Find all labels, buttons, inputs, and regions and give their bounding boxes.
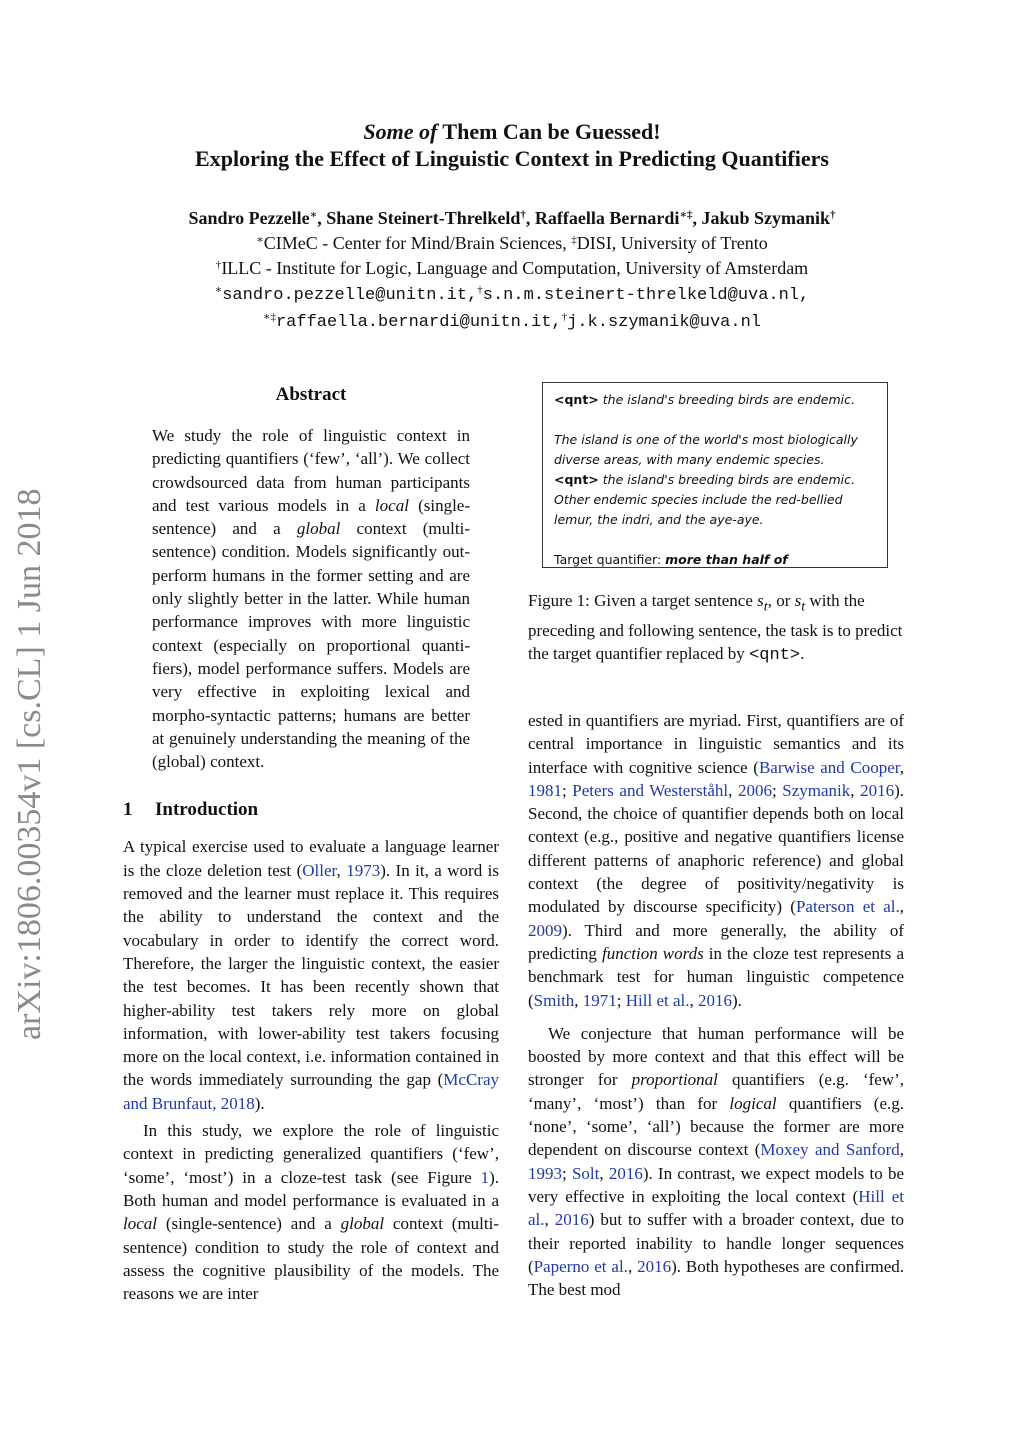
fig-context-1: The island is one of the world's most biologically: [554, 432, 858, 447]
paper-title: [0, 118, 1024, 172]
author-block: [0, 206, 1024, 335]
figure-ref[interactable]: 1: [480, 1167, 490, 1187]
intro-paragraph-1: [123, 835, 499, 1115]
fig-context-5: lemur, the indri, and the aye-aye.: [554, 512, 764, 527]
author-4: Jakub Szymanik: [701, 208, 831, 228]
intro-p1-c: ).: [254, 1093, 265, 1113]
caption-d: .: [800, 643, 805, 663]
caption-c: with the preceding and following sentence, the task is to predict the target quantifier replaced by: [528, 591, 903, 663]
abstract-local: local: [374, 495, 409, 515]
cite-solt-year[interactable]: 2016: [608, 1163, 643, 1183]
figure-1-box: [542, 382, 888, 568]
left-column: [123, 382, 499, 1305]
email4-mark: †: [561, 311, 568, 323]
fig-target-label: Target quantifier:: [554, 552, 666, 567]
author-3-mark: ∗‡: [679, 209, 693, 221]
fig-target-value: more than half of: [665, 552, 788, 567]
cite-smith-year[interactable]: 1971: [582, 990, 617, 1010]
author-2: Shane Steinert-Threlkeld: [326, 208, 521, 228]
cite-mccray[interactable]: McCray and Brunfaut, 2018: [123, 1070, 499, 1113]
cite-solt[interactable]: Solt: [571, 1163, 600, 1183]
cite-peters-year[interactable]: 2006: [737, 780, 772, 800]
cite-paterson[interactable]: Paterson et al.: [795, 897, 900, 917]
email-4[interactable]: j.k.szymanik@uva.nl: [567, 313, 761, 332]
figure-1-caption: [528, 589, 904, 667]
email2-mark: †: [477, 284, 483, 296]
cite-paperno-year[interactable]: 2016: [637, 1256, 672, 1276]
abstract-t3: context (multi-sentence) condition. Models significantly out-perform humans in the former setting and are only slightly better in the latter. While human performance improves with more linguistic context (especially on proportional quantifiers), model performance suffers. Models are very effective in exploiting lexical and morpho-syntactic patterns; humans are better at genuinely understanding the meaning of the (global) context.: [152, 519, 470, 772]
caption-t1: t: [763, 598, 768, 615]
cite-paterson-year[interactable]: 2009: [528, 920, 562, 940]
aff1-mark: ∗: [256, 234, 264, 246]
fig-context-3: [554, 470, 876, 490]
intro-paragraph-2: [123, 1119, 499, 1305]
affiliation-1: [0, 231, 1024, 256]
fig-context-3-text: the island's breeding birds are endemic.: [598, 472, 855, 487]
fig-line-1: the island's breeding birds are endemic.: [598, 392, 855, 407]
intro-p2-c: (single-sentence) and a: [157, 1214, 341, 1234]
r-p2-f: ). Both hypotheses are confirmed. The best mod: [528, 1256, 904, 1300]
cite-oller-year[interactable]: 1973: [346, 860, 381, 880]
title-italic: Some of: [363, 119, 438, 144]
fig-target-sentence: [554, 390, 876, 410]
aff1-text-a: CIMeC - Center for Mind/Brain Sciences,: [263, 233, 572, 253]
aff1-text-b: DISI, University of Trento: [576, 233, 768, 253]
email-1[interactable]: sandro.pezzelle@unitn.it,: [222, 286, 478, 305]
email1-mark: ∗: [214, 284, 223, 296]
fig-context-2: diverse areas, with many endemic species.: [554, 452, 825, 467]
r-p2-a: We conjecture that human performance will be boosted by more context and that this effect will be stronger for: [528, 1023, 904, 1090]
intro-p1-sep: ,: [336, 860, 347, 880]
aff2-text: ILLC - Institute for Logic, Language and Computation, University of Amsterdam: [221, 258, 809, 278]
r-p2-d: ). In contrast, we expect models to be very effective in exploiting the local context (: [528, 1163, 904, 1206]
fig-qnt-1: <qnt>: [554, 392, 599, 407]
fig-target-quantifier: [554, 550, 876, 570]
title-line2: Exploring the Effect of Linguistic Context in Predicting Quantifiers: [195, 146, 829, 171]
cite-hill-year[interactable]: 2016: [698, 990, 733, 1010]
email-2[interactable]: s.n.m.steinert-threlkeld@uva.nl,: [482, 286, 810, 305]
right-paragraph-2: We conjecture that human performance will be boosted by more context and that this effect will be stronger for proportional quantifiers (e.g. ‘few’, ‘many’, ‘most’) than for logical quantifiers (e.g. ‘none’, ‘some’, ‘all’) because the former are more dependent on discourse context (Moxey and Sanford, 1993; Solt, 2016). In contrast, we expect models to be very effective in exploiting the local context (Hill et al., 2016) but to suffer with a broader context, due to their reported inability to handle longer sequences (Paperno et al., 2016). Both hypotheses are confirmed. The best mod: [528, 1023, 905, 1300]
caption-a: Figure 1: Given a target sentence: [528, 591, 758, 610]
abstract-t2: (single-sentence) and a: [152, 495, 470, 539]
abstract-global: global: [296, 519, 341, 539]
intro-p2-local: local: [123, 1214, 157, 1234]
r-p1-a: ested in quantifiers are myriad. First, quantifiers are of central importance in linguistic semantics and its interface with cognitive science (: [528, 711, 904, 777]
arxiv-stamp: arXiv:1806.00354v1 [cs.CL] 1 Jun 2018: [11, 488, 48, 1040]
cite-moxey-year[interactable]: 1993: [528, 1163, 562, 1183]
right-paragraph-1: ested in quantifiers are myriad. First, quantifiers are of central importance in linguistic semantics and its interface with cognitive science (Barwise and Cooper, 1981; Peters and Westerståhl, 2006; Szymanik, 2016). Second, the choice of quantifier depends both on local context (e.g., positive and negative quantifiers license different patterns of anaphoric reference) and global context (the degree of positivity/negativity is modulated by discourse specificity) (Paterson et al., 2009). Third and more generally, the ability of predicting function words in the cloze test represents a benchmark test for human linguistic competence (Smith, 1971; Hill et al., 2016).: [528, 711, 904, 1010]
r-p1-c: ). Third and more generally, the ability of predicting: [528, 920, 904, 963]
author-1: Sandro Pezzelle: [188, 208, 310, 228]
emails-line-1: [0, 281, 1024, 308]
r-p1-b: ). Second, the choice of quantifier depends both on local context (e.g., positive and negative quantifiers license different patterns of anaphoric reference) and global context (the degree of positivity/negativity is modulated by discourse specificity) (: [528, 780, 904, 917]
caption-b: , or: [767, 591, 795, 610]
author-4-mark: †: [830, 209, 836, 221]
email3-mark: ∗‡: [263, 311, 276, 323]
email-3[interactable]: raffaella.bernardi@unitn.it,: [275, 313, 562, 332]
r-p1-e: ).: [732, 990, 742, 1010]
author-2-mark: †: [520, 209, 526, 221]
author-names: Sandro Pezzelle∗, Shane Steinert-Threlkeld†, Raffaella Bernardi∗‡, Jakub Szymanik†: [188, 208, 836, 228]
cite-paperno[interactable]: Paperno et al.: [533, 1256, 628, 1276]
abstract-section: [123, 382, 499, 773]
fig-context-4: Other endemic species include the red-bellied: [554, 492, 843, 507]
intro-p2-a: In this study, we explore the role of linguistic context in predicting generalized quantifiers (‘few’, ‘some’, ‘most’) in a cloze-test task (see Figure: [123, 1121, 499, 1187]
abstract-text: [152, 424, 470, 773]
caption-t2: t: [801, 598, 806, 615]
cite-hill-2-year[interactable]: 2016: [554, 1210, 589, 1230]
r-p2-c: quantifiers (e.g. ‘none’, ‘some’, ‘all’) because the former are more dependent on discourse context (: [528, 1093, 904, 1160]
caption-s1: s: [757, 591, 764, 610]
cite-moxey[interactable]: Moxey and Sanford: [760, 1140, 900, 1160]
intro-p2-global: global: [340, 1214, 385, 1234]
cite-peters[interactable]: Peters and Westerståhl: [572, 780, 729, 800]
abstract-heading: Abstract: [275, 384, 347, 405]
r-proportional: proportional: [631, 1070, 718, 1090]
fig-qnt-2: <qnt>: [554, 472, 599, 487]
intro-p2-b: ). Both human and model performance is evaluated in a: [123, 1167, 499, 1210]
intro-heading: [123, 797, 499, 823]
affiliation-2: [0, 256, 1024, 281]
aff1-mark2: ‡: [571, 234, 577, 246]
caption-text: [528, 589, 904, 667]
cite-barwise[interactable]: Barwise and Cooper: [758, 757, 900, 777]
title-line1: Them Can be Guessed!: [437, 119, 661, 144]
intro-p1-b: ). In it, a word is removed and the learner must replace it. This requires the ability to understand the context and the vocabulary in order to identify the correct word. Therefore, the larger the linguistic context, the easier the test becomes. It has been recently shown that higher-ability test takers rely more on global information, with lower-ability test takers focusing more on the local context, i.e. information contained in the words immediately surrounding the gap (: [123, 860, 500, 1090]
cite-smith[interactable]: Smith: [533, 990, 575, 1010]
r-logical: logical: [729, 1093, 777, 1113]
emails-line-2: [0, 308, 1024, 335]
author-3: Raffaella Bernardi: [534, 208, 680, 228]
caption-s2: s: [794, 591, 802, 610]
r-p2-b: quantifiers (e.g. ‘few’, ‘many’, ‘most’) than for: [528, 1070, 904, 1113]
section-title: Introduction: [155, 799, 259, 821]
author-1-mark: ∗: [309, 209, 318, 221]
r-p1-d: in the cloze test represents a benchmark test for human linguistic competence (: [528, 943, 904, 1010]
intro-p2-d: context (multi-sentence) condition to study the role of context and assess the cognitive plausibility of the models. The reasons we are inter: [123, 1214, 499, 1304]
cite-barwise-year[interactable]: 1981: [528, 780, 562, 800]
cite-hill[interactable]: Hill et al.: [625, 990, 690, 1010]
caption-qnt: <qnt>: [749, 645, 801, 665]
section-number: 1: [123, 799, 133, 821]
cite-szymanik-year[interactable]: 2016: [860, 780, 895, 800]
cite-szymanik[interactable]: Szymanik: [782, 780, 851, 800]
abstract-t1: We study the role of linguistic context in predicting quantifiers (‘few’, ‘all’). We collect crowdsourced data from human participants and test various models in a: [152, 426, 470, 515]
aff2-mark: †: [215, 259, 222, 271]
cite-hill-2[interactable]: Hill et al.: [528, 1186, 904, 1230]
r-p2-e: ) but to suffer with a broader context, due to their reported inability to handle longer sequences (: [528, 1210, 904, 1276]
right-column: [528, 709, 904, 1301]
intro-p1-a: A typical exercise used to evaluate a language learner is the cloze deletion test (: [123, 837, 499, 880]
r-func-words: function words: [601, 943, 704, 963]
cite-oller[interactable]: Oller: [302, 860, 337, 880]
